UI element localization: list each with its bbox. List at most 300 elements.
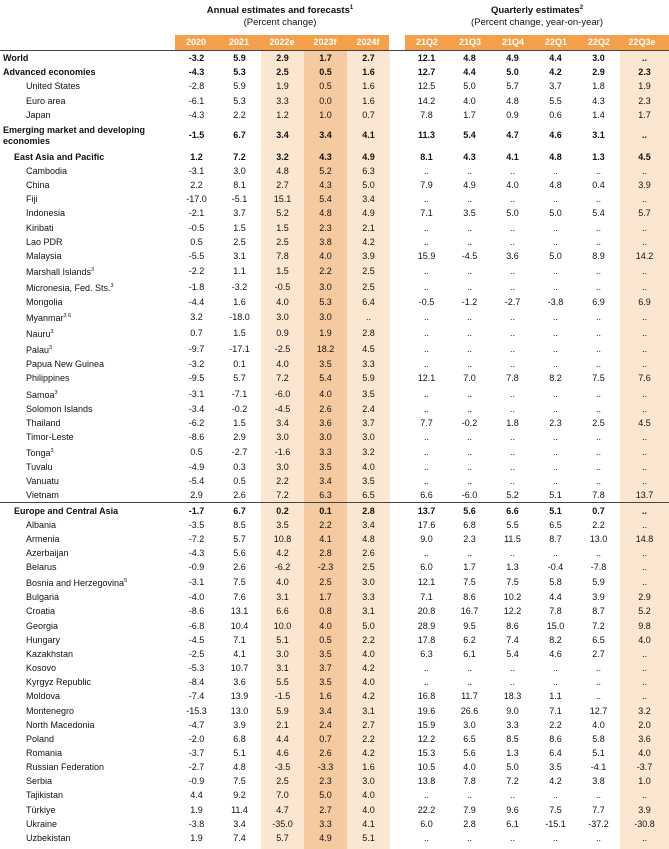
- value-cell: -5.5: [188, 250, 205, 261]
- value-cell: ..: [552, 476, 558, 487]
- value-cell: 2.6: [362, 547, 375, 558]
- country-name: [0, 108, 175, 122]
- table-body: [0, 51, 669, 845]
- value-cell: 7.5: [506, 577, 519, 588]
- column-gap: [390, 108, 405, 122]
- value-cell: -37.2: [588, 818, 609, 829]
- value-cell: ..: [552, 547, 558, 558]
- value-cell: -3.5: [274, 762, 291, 773]
- value-cell: -4.5: [274, 403, 291, 414]
- value-cell: 5.9: [592, 577, 605, 588]
- value-cell: 4.8: [319, 208, 332, 219]
- table-row: [0, 51, 669, 65]
- value-cell: 1.3: [592, 151, 605, 162]
- column-gap: [390, 122, 405, 150]
- value-cell: ..: [423, 194, 429, 205]
- value-cell: 3.0: [233, 166, 246, 177]
- country-name: [0, 661, 175, 675]
- value-cell: 2.3: [319, 776, 332, 787]
- value-cell: ..: [552, 236, 558, 247]
- value-cell: 9.0: [420, 533, 433, 544]
- value-cell: 10.5: [417, 762, 436, 773]
- value-cell: -4.4: [188, 297, 205, 308]
- value-cell: ..: [641, 547, 647, 558]
- value-cell: 3.1: [592, 130, 605, 141]
- value-cell: 2.5: [233, 236, 246, 247]
- footnote-ref: 3: [50, 447, 54, 454]
- value-cell: 7.2: [233, 151, 246, 162]
- value-cell: -0.5: [188, 222, 205, 233]
- value-cell: 3.5: [362, 388, 375, 399]
- value-cell: 5.0: [506, 208, 519, 219]
- value-cell: 3.8: [592, 776, 605, 787]
- value-cell: ..: [595, 194, 601, 205]
- value-cell: 7.6: [638, 373, 651, 384]
- value-cell: 1.6: [233, 297, 246, 308]
- value-cell: 4.8: [549, 180, 562, 191]
- value-cell: 3.6: [506, 250, 519, 261]
- value-cell: 1.2: [276, 109, 289, 120]
- value-cell: ..: [423, 832, 429, 843]
- value-cell: 1.8: [506, 417, 519, 428]
- col-21q4: 21Q4: [501, 37, 525, 47]
- value-cell: 4.0: [506, 180, 519, 191]
- value-cell: 3.0: [592, 53, 605, 64]
- value-cell: ..: [509, 431, 515, 442]
- value-cell: 7.2: [276, 490, 289, 501]
- table-row: [0, 386, 669, 402]
- value-cell: 2.2: [319, 266, 332, 277]
- value-cell: 3.1: [276, 663, 289, 674]
- value-cell: 7.2: [276, 373, 289, 384]
- value-cell: 4.8: [362, 533, 375, 544]
- value-cell: -0.2: [231, 403, 248, 414]
- value-cell: ..: [509, 266, 515, 277]
- value-cell: 4.5: [638, 417, 651, 428]
- value-cell: 15.9: [417, 719, 436, 730]
- value-cell: 3.3: [362, 592, 375, 603]
- country-name: [0, 831, 175, 845]
- value-cell: ..: [552, 446, 558, 457]
- value-cell: 8.7: [592, 606, 605, 617]
- col-22q3e: 22Q3e: [628, 37, 656, 47]
- country-name: [0, 249, 175, 263]
- value-cell: 12.7: [589, 705, 608, 716]
- value-cell: 0.5: [319, 81, 332, 92]
- table-row: [0, 371, 669, 385]
- country-label: Palau: [26, 345, 50, 356]
- value-cell: 3.1: [233, 250, 246, 261]
- value-cell: 7.2: [506, 776, 519, 787]
- country-name: [0, 150, 175, 164]
- table-row: [0, 604, 669, 618]
- value-cell: 4.8: [233, 762, 246, 773]
- table-row: [0, 325, 669, 341]
- value-cell: ..: [641, 677, 647, 688]
- value-cell: ..: [466, 282, 472, 293]
- value-cell: -0.9: [188, 776, 205, 787]
- column-gap: [390, 51, 405, 65]
- value-cell: 16.8: [417, 691, 436, 702]
- value-cell: 12.5: [417, 81, 436, 92]
- country-label: Kazakhstan: [26, 648, 74, 659]
- value-cell: -7.8: [590, 562, 607, 573]
- value-cell: 9.0: [506, 705, 519, 716]
- value-cell: 5.5: [276, 677, 289, 688]
- value-cell: -3.8: [188, 818, 205, 829]
- value-cell: ..: [595, 388, 601, 399]
- value-cell: 5.3: [233, 95, 246, 106]
- value-cell: 4.1: [319, 533, 332, 544]
- country-label: Vanuatu: [26, 476, 59, 487]
- value-cell: 2.0: [638, 719, 651, 730]
- country-name: [0, 488, 175, 503]
- value-cell: 3.4: [276, 417, 289, 428]
- value-cell: -4.3: [188, 109, 205, 120]
- value-cell: ..: [641, 166, 647, 177]
- table-row: [0, 633, 669, 647]
- value-cell: -7.4: [188, 691, 205, 702]
- value-cell: 2.5: [362, 562, 375, 573]
- country-label: Samoa: [26, 389, 55, 400]
- value-cell: 4.2: [362, 691, 375, 702]
- country-label: Tajikistan: [26, 790, 64, 801]
- column-gap: [390, 760, 405, 774]
- annual-footnote-ref: 1: [349, 5, 354, 11]
- value-cell: 7.1: [420, 592, 433, 603]
- value-cell: ..: [423, 328, 429, 339]
- value-cell: 5.6: [448, 503, 491, 518]
- value-cell: ..: [423, 790, 429, 801]
- value-cell: 3.9: [362, 250, 375, 261]
- value-cell: ..: [552, 328, 558, 339]
- footnote-ref: 3: [54, 389, 58, 396]
- value-cell: 15.1: [273, 194, 292, 205]
- value-cell: 4.9: [362, 151, 375, 162]
- table-row: [0, 430, 669, 444]
- country-name: [0, 732, 175, 746]
- country-name: [0, 122, 175, 150]
- annual-column-header-bar: [175, 35, 389, 50]
- value-cell: -3.4: [188, 403, 205, 414]
- country-name: [0, 263, 175, 279]
- value-cell: ..: [552, 266, 558, 277]
- country-name: [0, 703, 175, 717]
- value-cell: 1.9: [276, 81, 289, 92]
- value-cell: 11.5: [504, 533, 521, 544]
- value-cell: 0.8: [319, 606, 332, 617]
- column-gap: [390, 79, 405, 93]
- value-cell: 5.2: [276, 208, 289, 219]
- value-cell: ..: [641, 266, 647, 277]
- value-cell: ..: [641, 403, 647, 414]
- value-cell: ..: [466, 166, 472, 177]
- value-cell: -6.2: [274, 562, 291, 573]
- value-cell: 10.2: [503, 592, 522, 603]
- quarterly-title: Quarterly estimates: [490, 5, 580, 17]
- value-cell: 4.5: [638, 151, 651, 162]
- value-cell: 6.0: [420, 562, 433, 573]
- value-cell: 12.1: [417, 373, 436, 384]
- value-cell: 3.2: [276, 151, 289, 162]
- value-cell: 28.9: [417, 620, 436, 631]
- value-cell: ..: [595, 328, 601, 339]
- table-row: [0, 122, 669, 150]
- value-cell: ..: [466, 344, 472, 355]
- value-cell: 26.6: [460, 705, 479, 716]
- value-cell: 3.7: [233, 208, 246, 219]
- value-cell: 2.8: [463, 818, 476, 829]
- value-cell: ..: [595, 266, 601, 277]
- value-cell: 4.0: [463, 762, 476, 773]
- value-cell: 7.0: [463, 373, 476, 384]
- value-cell: ..: [552, 462, 558, 473]
- country-name: [0, 51, 175, 65]
- value-cell: 5.7: [276, 832, 289, 843]
- value-cell: ..: [552, 431, 558, 442]
- value-cell: 0.9: [506, 109, 519, 120]
- value-cell: ..: [620, 503, 669, 518]
- value-cell: -7.1: [231, 388, 248, 399]
- value-cell: ..: [595, 462, 601, 473]
- value-cell: 2.2: [362, 634, 375, 645]
- table-row: [0, 150, 669, 164]
- value-cell: ..: [466, 832, 472, 843]
- table-row: [0, 235, 669, 249]
- value-cell: 7.8: [549, 606, 562, 617]
- value-cell: ..: [595, 677, 601, 688]
- country-label: Japan: [26, 109, 51, 120]
- column-gap: [390, 619, 405, 633]
- column-gap: [390, 633, 405, 647]
- table-row: [0, 108, 669, 122]
- value-cell: 3.6: [319, 417, 332, 428]
- country-name: [0, 532, 175, 546]
- col-2021: 2021: [228, 37, 250, 47]
- table-row: [0, 574, 669, 590]
- value-cell: 2.5: [319, 577, 332, 588]
- value-cell: 1.0: [638, 776, 651, 787]
- value-cell: 18.3: [503, 691, 522, 702]
- value-cell: 3.0: [463, 719, 476, 730]
- value-cell: ..: [595, 691, 601, 702]
- value-cell: 1.9: [319, 328, 332, 339]
- value-cell: ..: [509, 446, 515, 457]
- country-label: Mongolia: [26, 297, 63, 308]
- value-cell: -2.7: [188, 762, 205, 773]
- table-row: [0, 402, 669, 416]
- table-row: [0, 518, 669, 532]
- value-cell: ..: [423, 446, 429, 457]
- table-row: [0, 164, 669, 178]
- value-cell: -5.1: [231, 194, 248, 205]
- value-cell: -7.2: [188, 533, 205, 544]
- value-cell: ..: [552, 312, 558, 323]
- value-cell: 5.1: [362, 832, 375, 843]
- country-label: Lao PDR: [26, 236, 63, 247]
- value-cell: 4.3: [463, 151, 476, 162]
- value-cell: 2.3: [638, 95, 651, 106]
- value-cell: ..: [423, 403, 429, 414]
- value-cell: 3.2: [362, 446, 375, 457]
- value-cell: 2.9: [276, 53, 289, 64]
- value-cell: ..: [509, 194, 515, 205]
- value-cell: ..: [641, 431, 647, 442]
- value-cell: ..: [509, 236, 515, 247]
- value-cell: 7.8: [420, 109, 433, 120]
- value-cell: 3.3: [319, 818, 332, 829]
- value-cell: 2.5: [276, 776, 289, 787]
- quarterly-footnote-ref: 2: [579, 5, 584, 11]
- value-cell: 0.5: [319, 634, 332, 645]
- country-name: [0, 221, 175, 235]
- value-cell: 5.2: [506, 490, 519, 501]
- value-cell: ..: [552, 359, 558, 370]
- value-cell: 7.5: [233, 577, 246, 588]
- value-cell: 5.9: [233, 81, 246, 92]
- value-cell: 0.6: [549, 109, 562, 120]
- value-cell: 4.4: [276, 733, 289, 744]
- value-cell: 1.6: [362, 95, 375, 106]
- column-gap: [390, 430, 405, 444]
- value-cell: 7.8: [463, 776, 476, 787]
- value-cell: 8.9: [592, 250, 605, 261]
- column-gap: [390, 150, 405, 164]
- value-cell: 3.5: [463, 208, 476, 219]
- column-gap: [390, 93, 405, 107]
- value-cell: 2.2: [276, 476, 289, 487]
- value-cell: -1.2: [461, 297, 478, 308]
- value-cell: ..: [423, 431, 429, 442]
- value-cell: -6.1: [188, 95, 205, 106]
- country-label: Malaysia: [26, 250, 62, 261]
- value-cell: 2.3: [319, 222, 332, 233]
- col-22q1: 22Q1: [544, 37, 568, 47]
- value-cell: 8.7: [549, 533, 562, 544]
- value-cell: 4.0: [362, 462, 375, 473]
- value-cell: 7.7: [420, 417, 433, 428]
- value-cell: 12.2: [417, 733, 436, 744]
- value-cell: ..: [509, 677, 515, 688]
- footnote-ref: 5: [124, 578, 128, 585]
- column-gap: [390, 488, 405, 503]
- table-row: [0, 93, 669, 107]
- value-cell: 11.3: [417, 130, 436, 141]
- value-cell: ..: [509, 344, 515, 355]
- country-name: [0, 774, 175, 788]
- table-row: [0, 703, 669, 717]
- table-row: [0, 546, 669, 560]
- table-row: [0, 831, 669, 845]
- quarterly-header: [405, 2, 669, 29]
- value-cell: 10.8: [273, 533, 292, 544]
- value-cell: 1.9: [638, 81, 651, 92]
- value-cell: 8.2: [549, 634, 562, 645]
- value-cell: 3.5: [319, 648, 332, 659]
- value-cell: 7.9: [420, 180, 433, 191]
- value-cell: 8.5: [233, 519, 246, 530]
- value-cell: -15.3: [186, 705, 207, 716]
- value-cell: 5.1: [549, 490, 562, 501]
- table-row: [0, 309, 669, 325]
- value-cell: -6.0: [274, 388, 291, 399]
- value-cell: 7.6: [233, 592, 246, 603]
- value-cell: 8.2: [549, 373, 562, 384]
- value-cell: 4.9: [463, 180, 476, 191]
- column-gap: [390, 341, 405, 357]
- value-cell: ..: [641, 130, 647, 141]
- value-cell: ..: [466, 462, 472, 473]
- value-cell: 1.0: [319, 109, 332, 120]
- country-label: Cambodia: [26, 166, 68, 177]
- value-cell: 2.9: [233, 431, 246, 442]
- value-cell: 6.5: [549, 519, 562, 530]
- value-cell: -2.3: [317, 562, 334, 573]
- value-cell: 2.2: [592, 519, 605, 530]
- value-cell: 4.8: [463, 53, 476, 64]
- value-cell: 1.9: [190, 832, 203, 843]
- country-label: Georgia: [26, 620, 59, 631]
- value-cell: 12.1: [417, 577, 436, 588]
- value-cell: 3.6: [638, 733, 651, 744]
- value-cell: 9.8: [638, 620, 651, 631]
- value-cell: -1.6: [274, 446, 291, 457]
- value-cell: 2.6: [233, 562, 246, 573]
- value-cell: 2.9: [190, 490, 203, 501]
- value-cell: 10.4: [230, 620, 249, 631]
- value-cell: 3.9: [233, 719, 246, 730]
- value-cell: 2.6: [319, 748, 332, 759]
- value-cell: 5.0: [362, 620, 375, 631]
- column-gap: [390, 357, 405, 371]
- value-cell: ..: [423, 312, 429, 323]
- value-cell: 1.7: [463, 562, 476, 573]
- annual-title: Annual estimates and forecasts: [206, 5, 350, 17]
- value-cell: -4.5: [461, 250, 478, 261]
- value-cell: 5.6: [463, 748, 476, 759]
- column-gap: [390, 474, 405, 488]
- column-gap: [390, 689, 405, 703]
- value-cell: 7.0: [276, 790, 289, 801]
- value-cell: 4.0: [362, 804, 375, 815]
- value-cell: ..: [552, 790, 558, 801]
- value-cell: ..: [552, 388, 558, 399]
- country-name: [0, 371, 175, 385]
- value-cell: 7.4: [233, 832, 246, 843]
- table-row: [0, 590, 669, 604]
- column-gap: [390, 746, 405, 760]
- value-cell: -3.3: [317, 762, 334, 773]
- value-cell: 5.0: [549, 250, 562, 261]
- column-gap: [390, 444, 405, 460]
- value-cell: 5.0: [362, 180, 375, 191]
- value-cell: ..: [509, 462, 515, 473]
- country-label: Myanmar: [26, 313, 64, 324]
- country-name: [0, 357, 175, 371]
- annual-header: [170, 2, 390, 29]
- country-label: Croatia: [26, 606, 56, 617]
- value-cell: ..: [641, 236, 647, 247]
- value-cell: 2.2: [362, 733, 375, 744]
- value-cell: 4.3: [592, 95, 605, 106]
- value-cell: 1.6: [319, 691, 332, 702]
- country-label: Solomon Islands: [26, 403, 93, 414]
- value-cell: 5.6: [233, 547, 246, 558]
- value-cell: 13.9: [230, 691, 249, 702]
- value-cell: 4.0: [276, 297, 289, 308]
- value-cell: 20.8: [417, 606, 436, 617]
- country-label: Poland: [26, 733, 55, 744]
